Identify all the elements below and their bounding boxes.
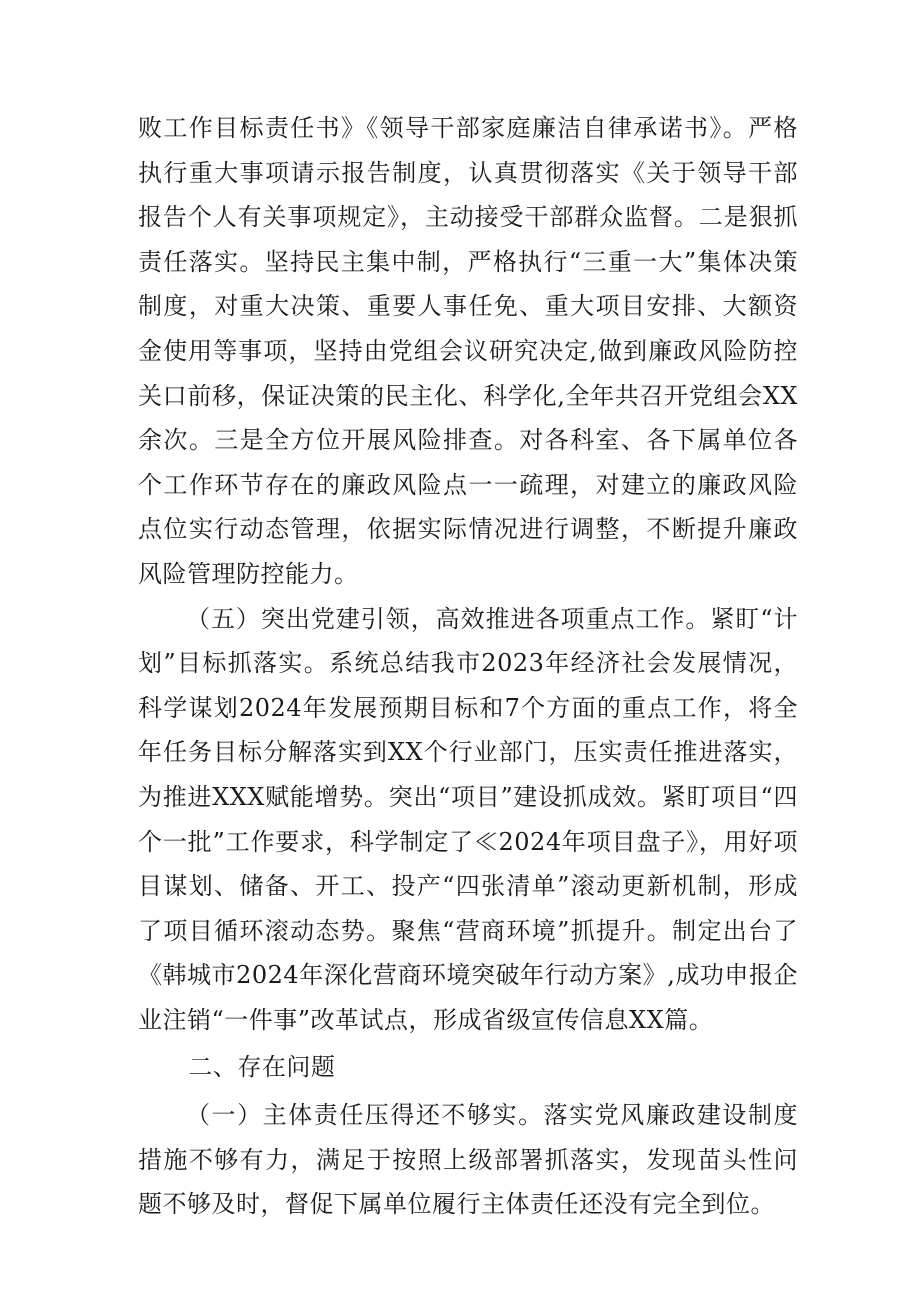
document-body: [138, 106, 798, 1227]
paragraph-responsibility-implementation: 败工作目标责任书》《领导干部家庭廉洁自律承诺书》。严格执行重大事项请示报告制度，认真贯彻落实《关于领导干部报告个人有关事项规定》，主动接受干部群众监督。二是狠抓责任落实。坚持民主集中制，严格执行“三重一大”集体决策制度，对重大决策、重要人事任免、重大项目安排、大额资金使用等事项，坚持由党组会议研究决定,做到廉政风险防控关口前移，保证决策的民主化、科学化,全年共召开党组会XX余次。三是全方位开展风险排查。对各科室、各下属单位各个工作环节存在的廉政风险点一一疏理，对建立的廉政风险点位实行动态管理，依据实际情况进行调整，不断提升廉政风险管理防控能力。: [138, 114, 798, 588]
paragraph-main-responsibility-issue: （一）主体责任压得还不够实。落实党风廉政建设制度措施不够有力，满足于按照上级部署抓落实，发现苗头性问题不够及时，督促下属单位履行主体责任还没有完全到位。: [138, 1101, 798, 1219]
paragraph-party-building-key-work: （五）突出党建引领，高效推进各项重点工作。紧盯“计划”目标抓落实。系统总结我市2023年经济社会发展情况，科学谋划2024年发展预期目标和7个方面的重点工作，将全年任务目标分解落实到XX个行业部门，压实责任推进落实，为推进XXX赋能增势。突出“项目”建设抓成效。紧盯项目“四个一批”工作要求，科学制定了≪2024年项目盘子》，用好项目谋划、储备、开工、投产“四张清单”滚动更新机制，形成了项目循环滚动态势。聚焦“营商环境”抓提升。制定出台了《韩城市2024年深化营商环境突破年行动方案》,成功申报企业注销“一件事”改革试点，形成省级宣传信息XX篇。: [138, 604, 798, 1034]
section-heading-existing-problems: 二、存在问题: [188, 1053, 336, 1082]
